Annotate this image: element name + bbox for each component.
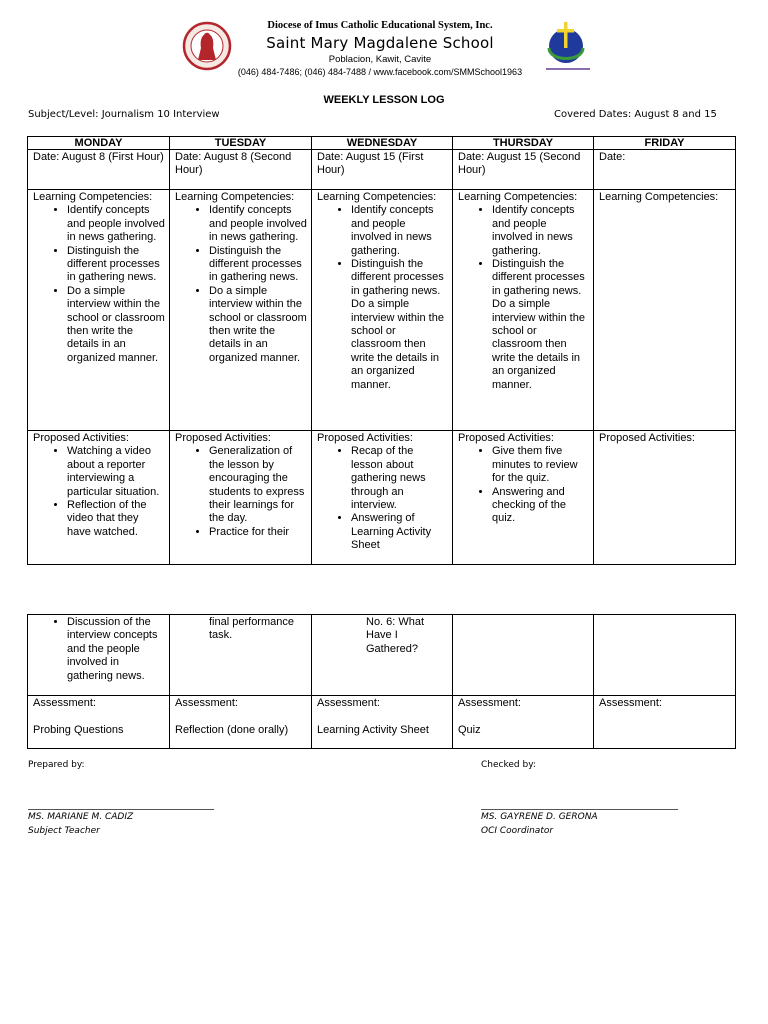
day-header-friday: FRIDAY [594,137,736,150]
date-friday: Date: [594,150,736,190]
school-address: Poblacion, Kawit, Cavite [328,54,432,65]
competencies-label: Learning Competencies: [175,191,295,203]
list-item: • Discussion of the interview concepts and the people involved in gathering news. [67,616,165,683]
checked-by-name: MS. GAYRENE D. GERONA [481,812,598,822]
competencies-wednesday [312,190,453,431]
competencies-friday [594,190,736,431]
list-item: • Answering of Learning Activity Sheet [351,512,448,552]
competencies-list [33,204,165,365]
activities-list [458,445,589,525]
competencies-monday [28,190,170,431]
competencies-list [458,204,589,298]
assessment-friday [594,696,736,749]
activities-continued-friday [594,615,736,696]
activities-thursday [453,431,594,565]
competencies-label: Learning Competencies: [317,191,437,203]
activities-label: Proposed Activities: [33,432,129,444]
assessment-label: Assessment: [175,697,238,709]
activities-list [33,616,165,683]
assessment-value: Learning Activity Sheet [317,724,429,737]
day-header-thursday: THURSDAY [453,137,594,150]
day-header-wednesday: WEDNESDAY [312,137,453,150]
date-row [28,150,736,190]
prepared-by-label: Prepared by: [28,760,85,770]
lesson-log-table [27,136,736,565]
list-item: • Do a simple interview within the school or classroom then write the details in an organized manner. [209,285,307,365]
day-header-monday: MONDAY [28,137,170,150]
school-seal-logo [182,18,232,74]
activities-monday [28,431,170,565]
list-item: • Identify concepts and people involved in news gathering. [67,204,165,244]
school-contact: (046) 484-7486; (046) 484-7488 / www.facebook.com/SMMSchool1963 [237,67,523,77]
activities-continued-row [28,615,736,696]
activities-list [175,445,307,539]
assessment-label: Assessment: [317,697,380,709]
list-item: • Identify concepts and people involved in news gathering. [351,204,448,258]
day-header-tuesday: TUESDAY [170,137,312,150]
day-header-row [28,137,736,150]
activities-tuesday [170,431,312,565]
activities-continued-thursday [453,615,594,696]
activities-friday [594,431,736,565]
activities-continued-wednesday [312,615,453,696]
date-tuesday: Date: August 8 (Second Hour) [170,150,312,190]
activity-text: No. 6: What Have I Gathered? [366,616,425,655]
date-thursday: Date: August 15 (Second Hour) [453,150,594,190]
competencies-label: Learning Competencies: [33,191,153,203]
activities-continued-monday [28,615,170,696]
list-item: • Give them five minutes to review for the quiz. [492,445,589,485]
list-item: • Practice for their [209,526,307,539]
competencies-list [175,204,307,365]
competencies-tuesday [170,190,312,431]
date-wednesday: Date: August 15 (First Hour) [312,150,453,190]
assessment-monday [28,696,170,749]
checked-by-label: Checked by: [481,760,536,770]
competencies-list [317,204,448,298]
list-item: • Generalization of the lesson by encouraging the students to express their learnings for the day. [209,445,307,525]
prepared-by-role: Subject Teacher [28,826,100,836]
prepared-signature-line [28,809,214,810]
list-item: • Distinguish the different processes in gathering news. [351,258,448,298]
assessment-value: Quiz [458,724,481,737]
activities-label: Proposed Activities: [317,432,413,444]
list-item: • Do a simple interview within the school or classroom then write the details in an organized manner. [67,285,165,365]
activities-label: Proposed Activities: [175,432,271,444]
checked-signature-line [481,809,678,810]
list-item: • Identify concepts and people involved in news gathering. [492,204,589,258]
lesson-log-table-continued [27,614,736,749]
competency-text: Do a simple interview within the school or classroom then write the details in an organized manner. [351,298,444,391]
competencies-label: Learning Competencies: [458,191,578,203]
assessment-label: Assessment: [599,697,662,709]
competencies-thursday [453,190,594,431]
covered-dates: Covered Dates: August 8 and 15 [554,109,717,120]
activity-text: final performance task. [209,616,294,642]
school-name: Saint Mary Magdalene School [266,34,494,52]
assessment-row [28,696,736,749]
list-item: • Watching a video about a reporter interviewing a particular situation. [67,445,165,499]
activities-list [317,445,448,552]
activities-wednesday [312,431,453,565]
competency-text: Do a simple interview within the school or classroom then write the details in an organized manner. [492,298,585,391]
date-monday: Date: August 8 (First Hour) [28,150,170,190]
activities-label: Proposed Activities: [458,432,554,444]
activities-list [33,445,165,539]
assessment-thursday [453,696,594,749]
activities-label: Proposed Activities: [599,432,695,444]
list-item: • Distinguish the different processes in gathering news. [67,245,165,285]
diocese-name: Diocese of Imus Catholic Educational System, Inc. [267,20,493,31]
competencies-label: Learning Competencies: [599,191,719,203]
subject-level: Subject/Level: Journalism 10 Interview [28,109,220,120]
activities-row [28,431,736,565]
document-title: WEEKLY LESSON LOG [323,94,445,106]
diocese-education-logo [538,18,598,74]
assessment-label: Assessment: [33,697,96,709]
list-item: • Distinguish the different processes in gathering news. [209,245,307,285]
assessment-value: Probing Questions [33,724,124,737]
assessment-value: Reflection (done orally) [175,724,289,737]
list-item: • Recap of the lesson about gathering news through an interview. [351,445,448,512]
assessment-wednesday [312,696,453,749]
assessment-tuesday [170,696,312,749]
competencies-row [28,190,736,431]
list-item: • Answering and checking of the quiz. [492,486,589,526]
activities-continued-tuesday [170,615,312,696]
assessment-label: Assessment: [458,697,521,709]
prepared-by-name: MS. MARIANE M. CADIZ [28,812,134,822]
list-item: • Distinguish the different processes in gathering news. [492,258,589,298]
list-item: • Reflection of the video that they have watched. [67,499,165,539]
list-item: • Identify concepts and people involved in news gathering. [209,204,307,244]
checked-by-role: OCI Coordinator [481,826,554,836]
